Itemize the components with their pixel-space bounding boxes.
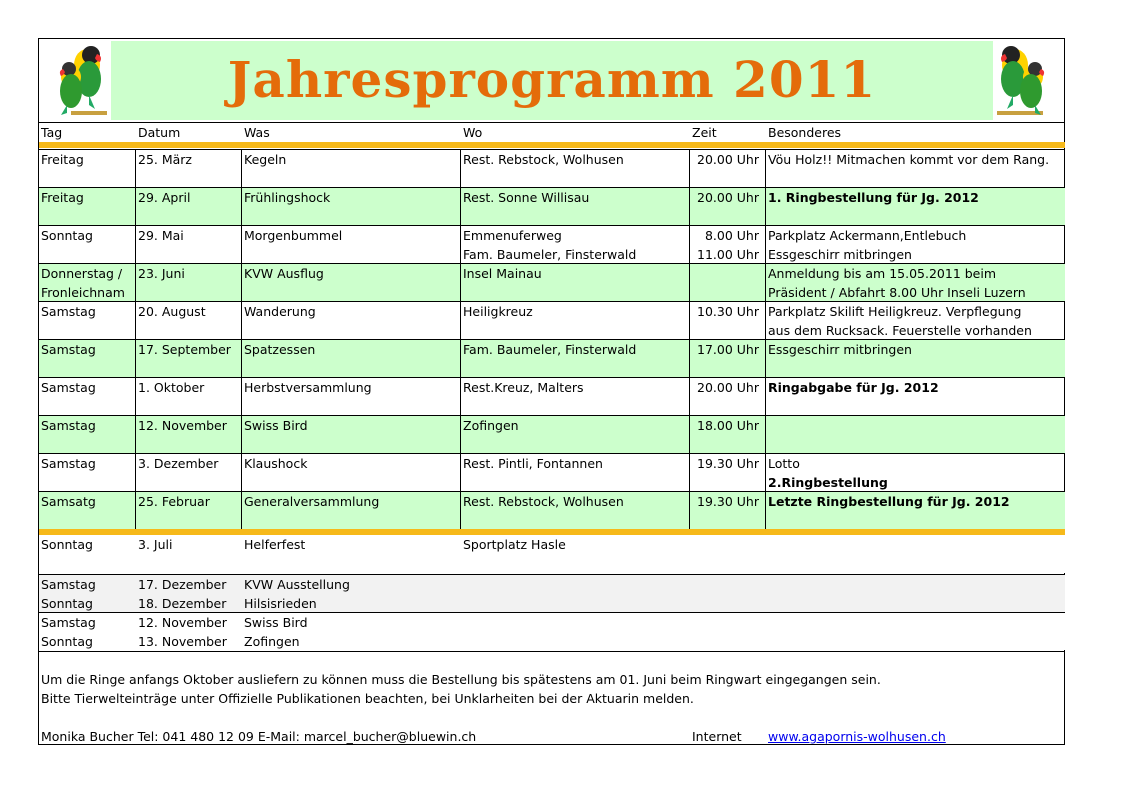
column-divider bbox=[135, 302, 136, 340]
column-divider bbox=[135, 454, 136, 492]
column-divider bbox=[689, 188, 690, 226]
cell-zeit: 8.00 Uhr bbox=[704, 228, 759, 243]
column-divider bbox=[460, 492, 461, 530]
extra-cell-tag: Samstag bbox=[41, 577, 96, 592]
cell-datum: 17. September bbox=[138, 342, 231, 357]
column-divider bbox=[460, 340, 461, 378]
column-divider bbox=[460, 454, 461, 492]
lovebird-right-icon bbox=[993, 41, 1059, 119]
cell-zeit: 19.30 Uhr bbox=[697, 456, 759, 471]
cell-wo: Insel Mainau bbox=[463, 266, 542, 281]
cell-was: Generalversammlung bbox=[244, 494, 380, 509]
cell-was: Herbstversammlung bbox=[244, 380, 372, 395]
extra-cell-tag: Samstag bbox=[41, 615, 96, 630]
cell-wo: Rest.Kreuz, Malters bbox=[463, 380, 584, 395]
footer-note-2: Bitte Tierwelteinträge unter Offizielle Publikationen beachten, bei Unklarheiten bei der Aktuarin melden. bbox=[41, 691, 694, 706]
header-zeit: Zeit bbox=[692, 125, 717, 140]
cell-was: Klaushock bbox=[244, 456, 308, 471]
extra-cell-was: KVW Ausstellung bbox=[244, 577, 350, 592]
cell-was: Morgenbummel bbox=[244, 228, 343, 243]
cell-datum: 25. März bbox=[138, 152, 192, 167]
cell-wo: Fam. Baumeler, Finsterwald bbox=[463, 342, 637, 357]
cell-wo: Emmenuferweg bbox=[463, 228, 562, 243]
column-divider bbox=[689, 264, 690, 302]
cell-tag: Samstag bbox=[41, 380, 96, 395]
cell-tag: Freitag bbox=[41, 152, 84, 167]
column-divider bbox=[241, 188, 242, 226]
cell-was: KVW Ausflug bbox=[244, 266, 324, 281]
extra-cell-was: Zofingen bbox=[244, 634, 300, 649]
column-divider bbox=[689, 226, 690, 264]
extra-cell-datum: 17. Dezember bbox=[138, 577, 227, 592]
column-divider bbox=[460, 150, 461, 188]
column-divider bbox=[765, 454, 766, 492]
column-divider bbox=[241, 302, 242, 340]
cell-was: Spatzessen bbox=[244, 342, 316, 357]
column-divider bbox=[241, 454, 242, 492]
cell-tag: Fronleichnam bbox=[41, 285, 125, 300]
column-divider bbox=[241, 264, 242, 302]
column-divider bbox=[135, 264, 136, 302]
page-title: Jahresprogramm 2011 bbox=[227, 50, 877, 109]
cell-wo: Rest. Rebstock, Wolhusen bbox=[463, 494, 624, 509]
cell-datum: 25. Februar bbox=[138, 494, 210, 509]
cell-besonderes: Essgeschirr mitbringen bbox=[768, 342, 912, 357]
cell-besonderes: Parkplatz Ackermann,Entlebuch bbox=[768, 228, 967, 243]
extra-cell-was: Swiss Bird bbox=[244, 615, 308, 630]
column-divider bbox=[765, 150, 766, 188]
extra-cell-tag: Sonntag bbox=[41, 596, 93, 611]
cell-datum: 3. Dezember bbox=[138, 456, 219, 471]
extra-cell-was: Hilsisrieden bbox=[244, 596, 317, 611]
cell-wo: Zofingen bbox=[463, 418, 519, 433]
column-divider bbox=[689, 340, 690, 378]
extra-cell-datum: 18. Dezember bbox=[138, 596, 227, 611]
header-tag: Tag bbox=[41, 125, 63, 140]
cell-besonderes: Ringabgabe für Jg. 2012 bbox=[768, 380, 939, 395]
column-divider bbox=[765, 378, 766, 416]
cell-wo: Fam. Baumeler, Finsterwald bbox=[463, 247, 637, 262]
column-divider bbox=[689, 150, 690, 188]
cell-wo: Rest. Rebstock, Wolhusen bbox=[463, 152, 624, 167]
extra-cell-datum: 12. November bbox=[138, 615, 227, 630]
column-divider bbox=[765, 226, 766, 264]
column-divider bbox=[460, 264, 461, 302]
cell-was: Swiss Bird bbox=[244, 418, 308, 433]
cell-tag: Samstag bbox=[41, 342, 96, 357]
column-divider bbox=[241, 226, 242, 264]
cell-besonderes: aus dem Rucksack. Feuerstelle vorhanden bbox=[768, 323, 1032, 338]
footer-internet-label: Internet bbox=[692, 729, 742, 744]
cell-zeit: 20.00 Uhr bbox=[697, 190, 759, 205]
cell-besonderes: Lotto bbox=[768, 456, 800, 471]
cell-wo: Heiligkreuz bbox=[463, 304, 533, 319]
cell-zeit: 20.00 Uhr bbox=[697, 152, 759, 167]
header-besonderes: Besonderes bbox=[768, 125, 842, 140]
table-row bbox=[39, 187, 1065, 225]
cell-datum: 23. Juni bbox=[138, 266, 185, 281]
column-divider bbox=[135, 226, 136, 264]
column-divider bbox=[460, 378, 461, 416]
column-divider bbox=[241, 416, 242, 454]
program-sheet bbox=[38, 38, 1065, 745]
column-divider bbox=[765, 416, 766, 454]
website-link-text[interactable]: www.agapornis-wolhusen.ch bbox=[768, 729, 946, 744]
website-link[interactable] bbox=[766, 727, 946, 746]
table-header bbox=[39, 122, 1065, 143]
cell-datum: 29. Mai bbox=[138, 228, 184, 243]
extra-row bbox=[39, 535, 1065, 573]
column-divider bbox=[689, 302, 690, 340]
table-row bbox=[39, 453, 1065, 491]
orange-divider-top bbox=[39, 142, 1065, 148]
column-divider bbox=[135, 416, 136, 454]
cell-tag: Donnerstag / bbox=[41, 266, 123, 281]
column-divider bbox=[241, 340, 242, 378]
column-divider bbox=[689, 492, 690, 530]
extra-cell-tag: Sonntag bbox=[41, 634, 93, 649]
cell-tag: Samstag bbox=[41, 456, 96, 471]
cell-wo: Rest. Sonne Willisau bbox=[463, 190, 590, 205]
table-row bbox=[39, 225, 1065, 263]
extra-cell-tag: Sonntag bbox=[41, 537, 93, 552]
column-divider bbox=[241, 150, 242, 188]
header-was: Was bbox=[244, 125, 270, 140]
column-divider bbox=[241, 378, 242, 416]
cell-datum: 20. August bbox=[138, 304, 206, 319]
header-wo: Wo bbox=[463, 125, 483, 140]
cell-tag: Sonntag bbox=[41, 228, 93, 243]
column-divider bbox=[460, 302, 461, 340]
cell-besonderes: Parkplatz Skilift Heiligkreuz. Verpflegung bbox=[768, 304, 1022, 319]
title-band bbox=[39, 39, 1065, 121]
extra-cell-datum: 13. November bbox=[138, 634, 227, 649]
table-row bbox=[39, 301, 1065, 339]
footer bbox=[39, 651, 1065, 747]
cell-datum: 1. Oktober bbox=[138, 380, 205, 395]
cell-zeit: 19.30 Uhr bbox=[697, 494, 759, 509]
cell-besonderes: 1. Ringbestellung für Jg. 2012 bbox=[768, 190, 979, 205]
cell-besonderes: Präsident / Abfahrt 8.00 Uhr Inseli Luzern bbox=[768, 285, 1026, 300]
column-divider bbox=[765, 188, 766, 226]
column-divider bbox=[765, 492, 766, 530]
cell-zeit: 18.00 Uhr bbox=[697, 418, 759, 433]
cell-datum: 12. November bbox=[138, 418, 227, 433]
cell-tag: Samstag bbox=[41, 418, 96, 433]
column-divider bbox=[689, 416, 690, 454]
cell-was: Wanderung bbox=[244, 304, 316, 319]
column-divider bbox=[135, 492, 136, 530]
extra-cell-was: Helferfest bbox=[244, 537, 306, 552]
cell-wo: Rest. Pintli, Fontannen bbox=[463, 456, 603, 471]
cell-besonderes: Vöu Holz!! Mitmachen kommt vor dem Rang. bbox=[768, 152, 1050, 167]
header-datum: Datum bbox=[138, 125, 181, 140]
column-divider bbox=[135, 378, 136, 416]
column-divider bbox=[135, 150, 136, 188]
extra-row bbox=[39, 612, 1065, 650]
table-row bbox=[39, 339, 1065, 377]
cell-tag: Samsatg bbox=[41, 494, 96, 509]
cell-was: Kegeln bbox=[244, 152, 287, 167]
column-divider bbox=[135, 188, 136, 226]
extra-cell-datum: 3. Juli bbox=[138, 537, 173, 552]
column-divider bbox=[460, 226, 461, 264]
table-row bbox=[39, 491, 1065, 529]
table-row bbox=[39, 149, 1065, 187]
table-row bbox=[39, 263, 1065, 301]
column-divider bbox=[689, 378, 690, 416]
footer-contact: Monika Bucher Tel: 041 480 12 09 E-Mail: marcel_bucher@bluewin.ch bbox=[41, 729, 477, 744]
column-divider bbox=[460, 416, 461, 454]
cell-besonderes: 2.Ringbestellung bbox=[768, 475, 888, 490]
cell-besonderes: Letzte Ringbestellung für Jg. 2012 bbox=[768, 494, 1010, 509]
table-row bbox=[39, 415, 1065, 453]
column-divider bbox=[689, 454, 690, 492]
cell-tag: Samstag bbox=[41, 304, 96, 319]
cell-zeit: 20.00 Uhr bbox=[697, 380, 759, 395]
lovebird-left-icon bbox=[49, 41, 109, 119]
column-divider bbox=[241, 492, 242, 530]
column-divider bbox=[765, 340, 766, 378]
cell-datum: 29. April bbox=[138, 190, 191, 205]
cell-zeit: 11.00 Uhr bbox=[697, 247, 759, 262]
cell-besonderes: Essgeschirr mitbringen bbox=[768, 247, 912, 262]
cell-zeit: 17.00 Uhr bbox=[697, 342, 759, 357]
column-divider bbox=[460, 188, 461, 226]
column-divider bbox=[135, 340, 136, 378]
cell-besonderes: Anmeldung bis am 15.05.2011 beim bbox=[768, 266, 997, 281]
cell-zeit: 10.30 Uhr bbox=[697, 304, 759, 319]
extra-cell-wo: Sportplatz Hasle bbox=[463, 537, 566, 552]
column-divider bbox=[765, 264, 766, 302]
cell-was: Frühlingshock bbox=[244, 190, 331, 205]
table-row bbox=[39, 377, 1065, 415]
footer-note-1: Um die Ringe anfangs Oktober ausliefern zu können muss die Bestellung bis spätestens am 01. Juni beim Ringwart eingegangen sein. bbox=[41, 672, 881, 687]
extra-row bbox=[39, 574, 1065, 612]
column-divider bbox=[765, 302, 766, 340]
cell-tag: Freitag bbox=[41, 190, 84, 205]
